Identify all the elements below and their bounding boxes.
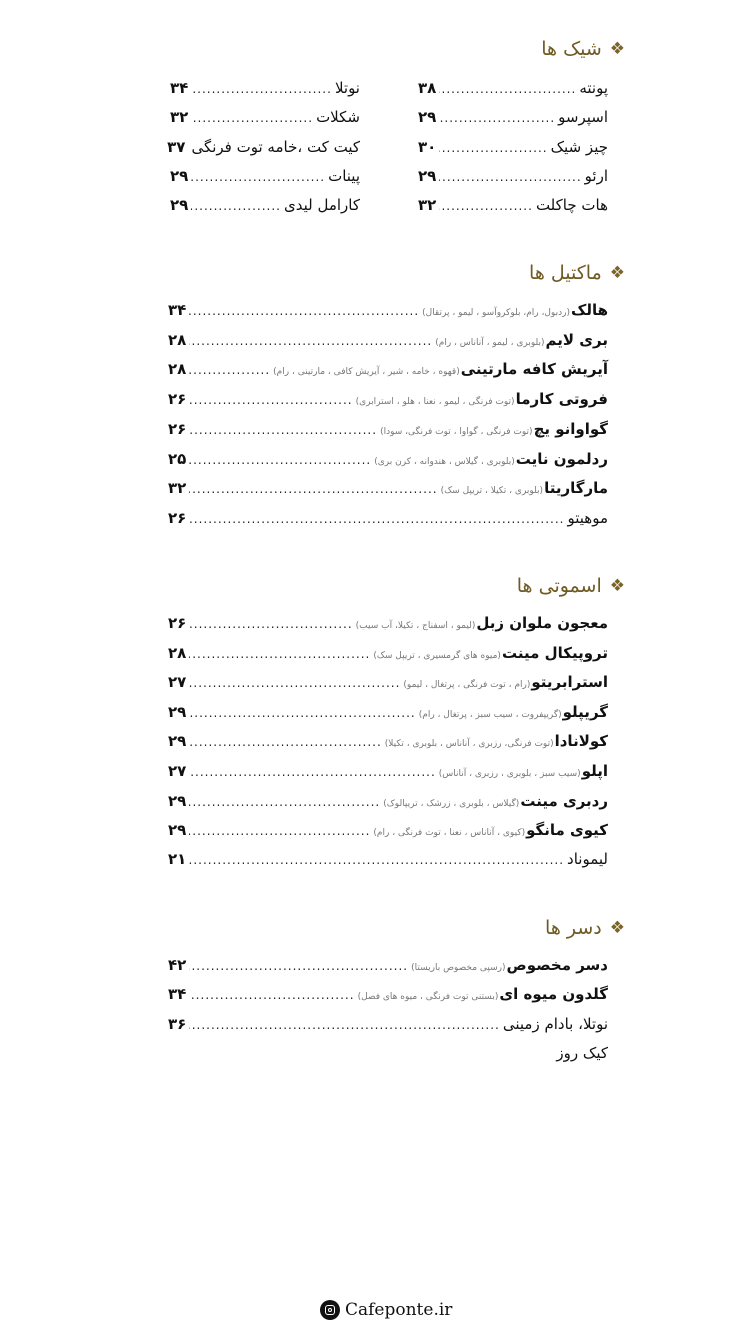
item-description: (قهوه ، خامه ، شیر ، آیریش کافی ، مارتینی ، رام)	[273, 367, 460, 377]
item-description: (کیوی ، آناناس ، نعنا ، توت فرنگی ، رام)	[373, 828, 526, 838]
item-name: پونته	[579, 79, 608, 97]
dot-leader	[189, 847, 564, 873]
menu-item	[170, 163, 360, 189]
item-name: نوتلا	[334, 79, 360, 97]
menu-item	[418, 163, 608, 189]
item-price: ۳۴	[168, 985, 187, 1003]
item-price: ۲۱	[168, 850, 187, 868]
item-price: ۳۴	[168, 301, 187, 319]
section-title-mocktails	[529, 262, 625, 284]
item-name: دسر مخصوص	[506, 956, 608, 974]
item-price: ۲۹	[168, 792, 187, 810]
dot-leader	[189, 953, 408, 979]
dot-leader	[439, 164, 581, 190]
section-title-shakes	[541, 38, 625, 60]
dot-leader	[189, 506, 564, 532]
item-description: (رام ، توت فرنگی ، پرتغال ، لیمو)	[403, 680, 531, 690]
menu-item	[170, 192, 360, 218]
item-description: (ردبول، رام، بلوکروآسو ، لیمو ، پرتقال)	[422, 308, 570, 318]
menu-item	[168, 846, 608, 872]
menu-item	[168, 952, 608, 978]
item-name: ارئو	[584, 167, 608, 185]
item-price: ۳۲	[168, 479, 187, 497]
item-name: لیموناد	[567, 850, 608, 868]
item-name: معجون ملوان زبل	[476, 614, 608, 632]
website-handle[interactable]: Cafeponte.ir	[345, 1300, 453, 1320]
item-price: ۲۷	[168, 762, 187, 780]
menu-item	[168, 416, 608, 442]
item-description: (گریپفروت ، سیب سبز ، پرتغال ، رام)	[418, 710, 562, 720]
item-name: کولانادا	[554, 732, 608, 750]
item-price: ۳۶	[168, 1015, 187, 1033]
item-name: چیز شیک	[550, 138, 608, 156]
menu-item	[418, 192, 608, 218]
item-name: اسپرسو	[558, 108, 608, 126]
item-price: ۳۷	[167, 138, 186, 156]
menu-item	[418, 134, 608, 160]
menu-item	[170, 104, 360, 130]
item-name: گواوانو یچ	[533, 420, 608, 438]
dot-leader	[439, 135, 547, 161]
item-price: ۲۸	[168, 644, 187, 662]
item-description: (گیلاس ، بلوبری ، زرشک ، تریپالوک)	[383, 799, 520, 809]
item-description: (لیمو ، اسفناج ، تکیلا، آب سیب)	[355, 621, 476, 631]
item-name: نوتلا، بادام زمینی	[502, 1015, 608, 1033]
menu-item	[168, 327, 608, 353]
dot-leader	[189, 759, 435, 785]
ornament-icon: ❖	[609, 917, 625, 938]
menu-item	[168, 386, 608, 412]
item-price: ۲۷	[168, 673, 187, 691]
dot-leader	[191, 76, 332, 102]
menu-item	[168, 505, 608, 531]
dot-leader	[189, 387, 352, 413]
dot-leader	[189, 1012, 500, 1038]
item-price: ۲۶	[168, 509, 187, 527]
instagram-icon	[320, 1300, 340, 1320]
item-price: ۲۹	[168, 703, 187, 721]
item-price: ۲۶	[168, 614, 187, 632]
item-name: هات چاکلت	[535, 196, 608, 214]
dot-leader	[189, 417, 377, 443]
dot-leader	[189, 476, 437, 502]
item-price: ۳۲	[418, 196, 437, 214]
dot-leader	[189, 982, 354, 1008]
item-name: اپلو	[581, 762, 608, 780]
item-description: (توت فرنگی ، گواوا ، توت فرنگی، سودا)	[380, 427, 533, 437]
section-title-text: دسر ها	[545, 917, 602, 939]
footer	[320, 1300, 452, 1320]
item-price: ۲۹	[168, 821, 187, 839]
dot-leader	[189, 357, 270, 383]
item-name: شکلات	[316, 108, 360, 126]
dot-leader	[189, 700, 415, 726]
menu-item	[168, 758, 608, 784]
section-title-text: شیک ها	[541, 38, 602, 60]
item-description: (میوه های گرمسیری ، تریپل سک)	[373, 651, 501, 661]
item-description: (توت فرنگی، رزبری ، آناناس ، بلوبری ، تکیلا)	[384, 739, 554, 749]
item-price: ۲۹	[418, 167, 437, 185]
item-name: کیت کت ،خامه توت فرنگی	[191, 138, 360, 156]
menu-item	[168, 1040, 608, 1066]
item-price: ۲۸	[168, 331, 187, 349]
ornament-icon: ❖	[609, 38, 625, 59]
menu-item	[168, 1011, 608, 1037]
item-price: ۲۶	[168, 390, 187, 408]
item-price: ۲۹	[170, 167, 189, 185]
item-description: (بلوبری ، تکیلا ، تریپل سک)	[440, 486, 544, 496]
item-description: (بلوبری ، لیمو ، آناناس ، رام)	[435, 338, 545, 348]
menu-item	[168, 640, 608, 666]
section-title-desserts	[545, 917, 625, 939]
item-name: پینات	[328, 167, 360, 185]
item-price: ۴۲	[168, 956, 187, 974]
menu-item	[167, 134, 360, 160]
item-price: ۲۹	[168, 732, 187, 750]
menu-item	[168, 699, 608, 725]
item-price: ۳۴	[170, 79, 189, 97]
dot-leader	[189, 789, 380, 815]
dot-leader	[191, 164, 325, 190]
menu-item	[168, 981, 608, 1007]
menu-item	[418, 104, 608, 130]
dot-leader	[189, 670, 400, 696]
dot-leader	[189, 328, 432, 354]
item-name: کارامل لیدی	[284, 196, 360, 214]
dot-leader	[439, 193, 533, 219]
dot-leader	[191, 105, 313, 131]
ornament-icon: ❖	[609, 575, 625, 596]
section-title-text: ماکتیل ها	[529, 262, 602, 284]
dot-leader	[189, 611, 352, 637]
item-name: مارگاریتا	[544, 479, 608, 497]
item-name: گلدون میوه ای	[499, 985, 608, 1003]
menu-item	[418, 75, 608, 101]
item-name: کیک روز	[556, 1044, 608, 1062]
item-price: ۲۶	[168, 420, 187, 438]
menu-item	[168, 297, 608, 323]
dot-leader	[439, 105, 555, 131]
item-description: (سیب سبز ، بلوبری ، رزبری ، آناناس)	[438, 769, 581, 779]
menu-item	[168, 356, 608, 382]
dot-leader	[189, 729, 381, 755]
dot-leader	[189, 447, 371, 473]
menu-item	[168, 728, 608, 754]
item-name: تروپیکال مینت	[501, 644, 608, 662]
item-name: هالک	[570, 301, 608, 319]
dot-leader	[439, 76, 576, 102]
item-name: گریپلو	[562, 703, 608, 721]
menu-item	[168, 475, 608, 501]
dot-leader	[189, 298, 419, 324]
section-title-text: اسموتی ها	[516, 575, 602, 597]
item-description: (بستنی توت فرنگی ، میوه های فصل)	[357, 992, 499, 1002]
item-name: ردلمون نایت	[515, 450, 608, 468]
menu-item	[168, 610, 608, 636]
item-description: (رسپی مخصوص باریستا)	[411, 963, 506, 973]
item-description: (توت فرنگی ، لیمو ، نعنا ، هلو ، استرابری)	[355, 397, 515, 407]
item-description: (بلوبری ، گیلاس ، هندوانه ، کرن بری)	[374, 457, 515, 467]
dot-leader	[191, 193, 281, 219]
item-price: ۲۸	[168, 360, 187, 378]
item-price: ۲۵	[168, 450, 187, 468]
item-name: ردبری مینت	[520, 792, 608, 810]
item-price: ۳۲	[170, 108, 189, 126]
item-name: موهیتو	[567, 509, 608, 527]
menu-item	[168, 446, 608, 472]
item-name: آیریش کافه مارتینی	[460, 360, 608, 378]
dot-leader	[189, 818, 370, 844]
item-price: ۳۸	[418, 79, 437, 97]
ornament-icon: ❖	[609, 262, 625, 283]
item-name: بری لایم	[545, 331, 608, 349]
item-price: ۲۹	[418, 108, 437, 126]
section-title-smoothies	[517, 575, 625, 597]
menu-item	[170, 75, 360, 101]
menu-item	[168, 817, 608, 843]
item-name: استرابریتو	[531, 673, 608, 691]
item-price: ۳۰	[418, 138, 437, 156]
item-name: کیوی مانگو	[526, 821, 608, 839]
menu-item	[168, 788, 608, 814]
item-name: فروتی کارما	[515, 390, 608, 408]
dot-leader	[189, 641, 370, 667]
menu-item	[168, 669, 608, 695]
item-price: ۲۹	[170, 196, 189, 214]
